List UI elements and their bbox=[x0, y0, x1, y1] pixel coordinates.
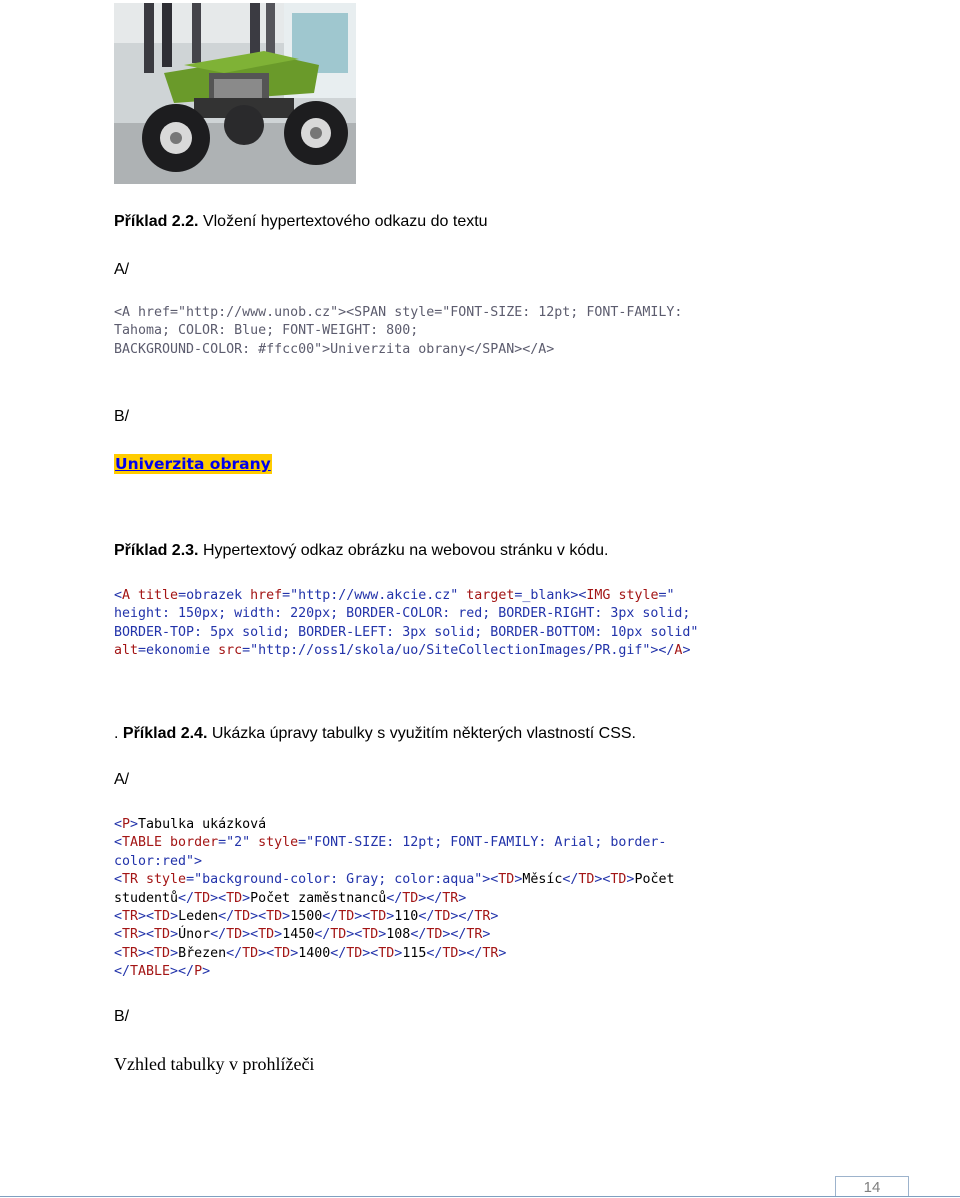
code-token: TD bbox=[378, 945, 395, 961]
page-number: 14 bbox=[863, 1179, 881, 1196]
code-token: TD bbox=[258, 927, 275, 943]
code-token: title bbox=[130, 588, 179, 603]
code-token: >< bbox=[250, 908, 267, 924]
code-token: color:red"> bbox=[114, 853, 203, 869]
code-token: > bbox=[490, 908, 499, 924]
code-token: </ bbox=[418, 908, 435, 924]
code-token: TD bbox=[226, 927, 243, 943]
code-token: >< bbox=[362, 945, 379, 961]
code-line: BACKGROUND-COLOR: #ffcc00">Univerzita obrany</SPAN></A> bbox=[114, 341, 555, 357]
code-token: =ekonomie bbox=[138, 643, 219, 659]
code-token: </ bbox=[562, 872, 579, 888]
example-2-3-label: Příklad 2.3. bbox=[114, 542, 199, 559]
code-token: Měsíc bbox=[522, 872, 563, 888]
code-token: =_blank>< bbox=[514, 588, 587, 603]
example-2-4-text: Ukázka úpravy tabulky s využitím některých vlastností CSS. bbox=[207, 725, 636, 742]
atv-photo bbox=[114, 3, 356, 184]
code-token: =obrazek bbox=[178, 588, 251, 603]
code-token: > bbox=[386, 908, 395, 924]
code-token: > bbox=[242, 890, 251, 906]
code-token: height: 150px; width: 220px; BORDER-COLOR: red; BORDER-RIGHT: 3px solid; bbox=[114, 606, 691, 622]
code-token: > bbox=[290, 945, 299, 961]
code-token: > bbox=[378, 927, 387, 943]
code-token: >< bbox=[210, 890, 227, 906]
code-token: TR bbox=[122, 927, 139, 943]
code-token: > bbox=[498, 945, 507, 961]
code-token: style bbox=[610, 588, 659, 603]
code-token: Březen bbox=[178, 945, 227, 961]
code-token: ="FONT-SIZE: 12pt; FONT-FAMILY: Arial; border- bbox=[298, 835, 667, 851]
code-token: > bbox=[170, 927, 179, 943]
code-token: > bbox=[482, 927, 491, 943]
code-token: TD bbox=[194, 890, 211, 906]
code-token: </ bbox=[426, 945, 443, 961]
code-line bbox=[114, 945, 674, 963]
code-token: Počet bbox=[634, 872, 675, 888]
code-token: 115 bbox=[402, 945, 427, 961]
code-token: TD bbox=[154, 908, 171, 924]
code-token: < bbox=[114, 835, 123, 851]
code-token: TD bbox=[338, 908, 355, 924]
code-token: TR bbox=[482, 945, 499, 961]
code-token: > bbox=[514, 872, 523, 888]
code-token: </ bbox=[322, 908, 339, 924]
code-token: 1500 bbox=[290, 908, 323, 924]
code-token: TD bbox=[578, 872, 595, 888]
code-line: <A href="http://www.unob.cz"><SPAN style="FONT-SIZE: 12pt; FONT-FAMILY: bbox=[114, 305, 683, 320]
code-token: 108 bbox=[386, 927, 411, 943]
example-2-4-part-a: A/ bbox=[114, 771, 130, 788]
atv-photo-icon bbox=[114, 3, 356, 184]
code-token: > bbox=[394, 945, 403, 961]
code-token: > bbox=[282, 908, 291, 924]
code-token: </ bbox=[218, 908, 235, 924]
code-line bbox=[114, 816, 674, 834]
code-token: Leden bbox=[178, 908, 219, 924]
code-line bbox=[114, 926, 674, 944]
code-token: TD bbox=[498, 872, 515, 888]
code-token: > bbox=[682, 643, 691, 659]
code-token: >< bbox=[138, 908, 155, 924]
example-2-4-code bbox=[114, 816, 674, 982]
code-line bbox=[114, 853, 674, 871]
code-token: >< bbox=[138, 927, 155, 943]
code-token: A bbox=[122, 588, 131, 603]
code-line bbox=[114, 605, 698, 623]
code-token: border bbox=[162, 835, 219, 851]
code-token: </ bbox=[410, 927, 427, 943]
example-2-4-prefix: . bbox=[114, 725, 123, 742]
code-token: >< bbox=[258, 945, 275, 961]
example-2-4-part-b: B/ bbox=[114, 1008, 130, 1025]
code-token: TD bbox=[234, 908, 251, 924]
code-token: src bbox=[218, 643, 243, 659]
code-token: >< bbox=[242, 927, 259, 943]
code-token: > bbox=[458, 890, 467, 906]
code-token: ></ bbox=[450, 908, 475, 924]
code-token: TABLE bbox=[130, 964, 171, 980]
example-2-2-code bbox=[114, 304, 682, 359]
code-token: < bbox=[114, 588, 123, 603]
code-token: < bbox=[114, 908, 123, 924]
code-token: studentů bbox=[114, 890, 179, 906]
code-token: TR bbox=[122, 945, 139, 961]
code-token: TD bbox=[362, 927, 379, 943]
code-token: ></ bbox=[170, 964, 195, 980]
code-token: TD bbox=[370, 908, 387, 924]
code-token: </ bbox=[114, 964, 131, 980]
code-token: > bbox=[170, 908, 179, 924]
code-token: ></ bbox=[442, 927, 467, 943]
code-token: A bbox=[674, 643, 683, 659]
code-token: TD bbox=[226, 890, 243, 906]
code-token: Tabulka ukázková bbox=[138, 817, 267, 832]
code-token: target bbox=[466, 588, 515, 603]
code-token: =" bbox=[658, 588, 675, 603]
code-token: > bbox=[274, 927, 283, 943]
code-token: 1400 bbox=[298, 945, 331, 961]
code-line bbox=[114, 587, 698, 605]
code-token: style bbox=[138, 872, 187, 888]
code-token: ="background-color: Gray; color:aqua">< bbox=[186, 872, 499, 888]
code-token: TD bbox=[242, 945, 259, 961]
code-line bbox=[114, 642, 698, 660]
code-token: TD bbox=[426, 927, 443, 943]
code-token: TR bbox=[122, 908, 139, 924]
example-2-2-part-a: A/ bbox=[114, 261, 130, 278]
code-token: TR bbox=[466, 927, 483, 943]
code-token: Počet zaměstnanců bbox=[250, 890, 387, 906]
code-token: </ bbox=[314, 927, 331, 943]
code-token: > bbox=[202, 964, 211, 980]
code-line bbox=[114, 834, 674, 852]
code-token: </ bbox=[330, 945, 347, 961]
code-token: TD bbox=[154, 945, 171, 961]
code-token: > bbox=[130, 817, 139, 832]
code-token: alt bbox=[114, 643, 139, 659]
code-token: ></ bbox=[458, 945, 483, 961]
example-2-4-label: Příklad 2.4. bbox=[122, 725, 208, 742]
code-line bbox=[114, 890, 674, 908]
code-line bbox=[114, 624, 698, 642]
code-token: href bbox=[250, 588, 283, 603]
code-token: ="http://oss1/skola/uo/SiteCollectionImages/PR.gif"></ bbox=[242, 643, 675, 659]
code-token: TD bbox=[274, 945, 291, 961]
code-token: </ bbox=[178, 890, 195, 906]
example-2-3-heading bbox=[114, 541, 609, 560]
code-token: TD bbox=[610, 872, 627, 888]
code-token: TD bbox=[266, 908, 283, 924]
code-token: TD bbox=[434, 908, 451, 924]
code-line bbox=[114, 963, 674, 981]
code-token: IMG bbox=[586, 588, 611, 603]
code-token: P bbox=[194, 964, 203, 980]
code-token: TABLE bbox=[122, 835, 163, 851]
code-token: >< bbox=[138, 945, 155, 961]
code-token: < bbox=[114, 945, 123, 961]
code-token: 1450 bbox=[282, 927, 315, 943]
code-token: BORDER-TOP: 5px solid; BORDER-LEFT: 3px solid; BORDER-BOTTOM: 10px solid" bbox=[114, 624, 699, 640]
code-line bbox=[114, 871, 674, 889]
code-token: ="http://www.akcie.cz" bbox=[282, 588, 467, 603]
code-line: Tahoma; COLOR: Blue; FONT-WEIGHT: 800; bbox=[114, 323, 419, 339]
code-token: >< bbox=[354, 908, 371, 924]
code-token: < bbox=[114, 872, 123, 888]
code-token: 110 bbox=[394, 908, 419, 924]
code-token: </ bbox=[386, 890, 403, 906]
code-token: TD bbox=[442, 945, 459, 961]
example-2-2-label: Příklad 2.2. bbox=[114, 213, 199, 230]
code-token: > bbox=[170, 945, 179, 961]
example-2-2-text: Vložení hypertextového odkazu do textu bbox=[198, 213, 488, 230]
example-2-4-heading bbox=[114, 724, 636, 743]
code-token: < bbox=[114, 927, 123, 943]
code-token: style bbox=[258, 835, 299, 851]
code-token: >< bbox=[594, 872, 611, 888]
example-2-2-heading bbox=[114, 212, 488, 231]
code-token: P bbox=[122, 817, 131, 832]
code-token: TR bbox=[442, 890, 459, 906]
code-token: </ bbox=[226, 945, 243, 961]
code-token: TD bbox=[402, 890, 419, 906]
table-caption: Vzhled tabulky v prohlížeči bbox=[114, 1054, 315, 1074]
code-token: TD bbox=[346, 945, 363, 961]
code-token: < bbox=[114, 817, 123, 832]
code-token: TD bbox=[330, 927, 347, 943]
code-token: ="2" bbox=[218, 835, 259, 851]
code-token: </ bbox=[210, 927, 227, 943]
code-token: Únor bbox=[178, 927, 211, 943]
example-2-3-code bbox=[114, 587, 698, 661]
footer-rule bbox=[0, 1196, 960, 1197]
code-line bbox=[114, 908, 674, 926]
univerzita-obrany-link[interactable]: Univerzita obrany bbox=[115, 455, 271, 473]
code-token: TD bbox=[154, 927, 171, 943]
code-token: > bbox=[626, 872, 635, 888]
code-token: TR bbox=[474, 908, 491, 924]
code-token: >< bbox=[346, 927, 363, 943]
example-2-3-text: Hypertextový odkaz obrázku na webovou stránku v kódu. bbox=[198, 542, 609, 559]
example-2-2-part-b: B/ bbox=[114, 408, 130, 425]
code-token: TR bbox=[122, 872, 139, 888]
code-token: ></ bbox=[418, 890, 443, 906]
